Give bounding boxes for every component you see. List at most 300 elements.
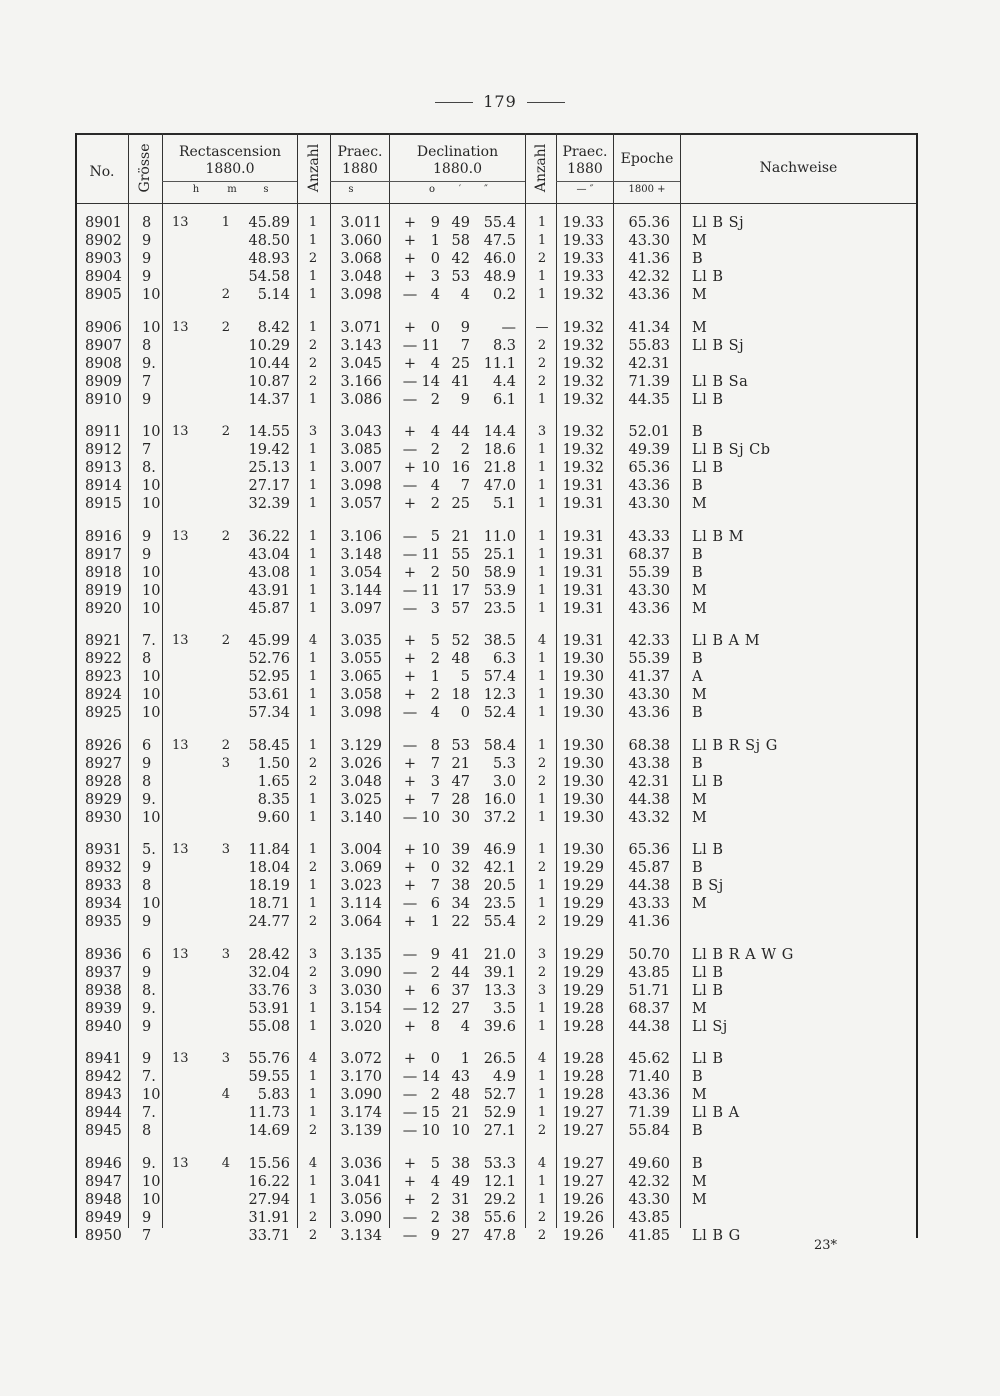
praec-dec-unit-rule (556, 181, 613, 182)
table-row (0, 1209, 1000, 1227)
dec-minutes: 17 (451, 582, 470, 599)
dec-minutes: 7 (460, 478, 470, 495)
references: B (692, 546, 704, 563)
dec-precession: 19.30 (562, 773, 604, 790)
table-row (0, 337, 1000, 355)
ra-minutes: 3 (221, 842, 230, 857)
references: B (692, 1069, 704, 1086)
header-dec-unit-deg: o (428, 184, 436, 195)
references: Ll B (692, 391, 724, 408)
dec-minutes: 38 (451, 1209, 470, 1226)
ra-seconds: 1.50 (257, 755, 290, 772)
ra-seconds: 18.19 (248, 878, 290, 895)
magnitude: 9. (142, 791, 156, 808)
dec-minutes: 32 (451, 860, 470, 877)
dec-minutes: 18 (451, 687, 470, 704)
dec-degrees: 3 (430, 773, 440, 790)
table-row (0, 809, 1000, 827)
ra-obs-count: 1 (308, 1191, 318, 1207)
dec-degrees: 15 (421, 1105, 440, 1122)
ra-obs-count: 3 (308, 982, 318, 998)
epoch: 43.36 (628, 478, 670, 495)
ra-minutes: 2 (221, 528, 230, 544)
magnitude: 8 (142, 651, 152, 668)
dec-precession: 19.31 (562, 546, 604, 563)
header-anzahl2: Anzahl (533, 143, 549, 193)
dec-minutes: 10 (451, 1123, 470, 1140)
star-number: 8922 (85, 651, 122, 668)
star-number: 8921 (85, 633, 122, 649)
header-ra-epoch: 1880.0 (205, 161, 255, 177)
dec-seconds: 23.5 (483, 896, 516, 913)
epoche-unit-rule (613, 181, 680, 182)
epoch: 41.36 (628, 251, 670, 268)
table-row (0, 391, 1000, 409)
ra-seconds: 14.37 (248, 391, 290, 408)
star-number: 8942 (85, 1069, 122, 1086)
references: Ll B Sj (692, 337, 745, 354)
magnitude: 7. (142, 1069, 156, 1086)
epoch: 43.33 (628, 528, 670, 545)
ra-obs-count: 4 (308, 633, 318, 648)
dec-obs-count: 1 (537, 460, 547, 476)
dec-minutes: 41 (451, 946, 470, 963)
ra-seconds: 25.13 (248, 460, 290, 477)
ra-minutes: 3 (221, 1051, 230, 1066)
table-row (0, 686, 1000, 704)
header-praec-ra-unit: s (348, 184, 354, 195)
dec-seconds: 27.1 (483, 1123, 516, 1140)
ra-seconds: 10.87 (248, 373, 290, 390)
dec-seconds: 6.1 (492, 391, 516, 408)
dec-seconds: 12.1 (483, 1173, 516, 1190)
epoch: 71.39 (628, 373, 670, 390)
ra-precession: 3.004 (340, 842, 382, 858)
ra-seconds: 54.58 (248, 269, 290, 286)
references: M (692, 1191, 708, 1208)
dec-minutes: 30 (451, 809, 470, 826)
dec-seconds: 52.4 (483, 705, 516, 722)
epoch: 43.36 (628, 1087, 670, 1104)
dec-precession: 19.31 (562, 633, 604, 649)
dec-degrees: 1 (430, 669, 440, 686)
magnitude: 10 (142, 687, 161, 704)
ra-precession: 3.166 (340, 373, 382, 390)
ra-seconds: 1.65 (257, 773, 290, 790)
dec-sign: + (403, 755, 417, 772)
dec-obs-count: 2 (537, 251, 547, 267)
dec-degrees: 14 (421, 373, 440, 390)
header-nachweise: Nachweise (759, 160, 838, 176)
epoch: 50.70 (628, 946, 670, 963)
header-dec-epoch: 1880.0 (433, 161, 482, 177)
ra-seconds: 43.91 (248, 582, 290, 599)
dec-minutes: 25 (451, 355, 470, 372)
star-number: 8908 (85, 355, 122, 372)
dec-minutes: 4 (460, 287, 470, 304)
ra-hours: 13 (172, 842, 189, 857)
ra-precession: 3.055 (340, 651, 382, 668)
epoch: 43.32 (628, 809, 670, 826)
dec-degrees: 9 (430, 1227, 440, 1244)
dec-obs-count: 1 (537, 269, 547, 285)
ra-obs-count: 1 (308, 564, 318, 580)
dec-precession: 19.31 (562, 582, 604, 599)
dec-obs-count: 1 (537, 496, 547, 512)
page-number (0, 92, 1000, 111)
references: Ll B R A W G (692, 946, 794, 963)
epoch: 55.39 (628, 651, 670, 668)
dec-obs-count: 1 (537, 842, 547, 857)
dec-degrees: 11 (421, 546, 440, 563)
ra-obs-count: 2 (308, 755, 318, 771)
dec-seconds: 38.5 (483, 633, 516, 649)
header-praec-dec-title: Praec. (562, 144, 608, 160)
epoch: 55.84 (628, 1123, 670, 1140)
references: M (692, 600, 708, 617)
dec-sign: + (403, 633, 417, 649)
dec-minutes: 28 (451, 791, 470, 808)
star-number: 8945 (85, 1123, 122, 1140)
table-row (0, 1050, 1000, 1068)
star-number: 8903 (85, 251, 122, 268)
dec-seconds: 37.2 (483, 809, 516, 826)
ra-precession: 3.143 (340, 337, 382, 354)
dec-sign: — (402, 442, 418, 459)
ra-minutes: 2 (221, 737, 230, 753)
ra-obs-count: 1 (308, 809, 318, 825)
ra-seconds: 14.69 (248, 1123, 290, 1140)
ra-seconds: 32.39 (248, 496, 290, 513)
dec-seconds: 47.5 (483, 233, 516, 250)
ra-obs-count: 2 (308, 373, 318, 389)
dec-precession: 19.26 (562, 1209, 604, 1226)
dec-minutes: 4 (460, 1018, 470, 1035)
star-number: 8918 (85, 564, 122, 581)
references: Ll Sj (692, 1018, 728, 1035)
dec-precession: 19.29 (562, 964, 604, 981)
dec-precession: 19.27 (562, 1173, 604, 1190)
table-row (0, 373, 1000, 391)
ra-seconds: 52.95 (248, 669, 290, 686)
table-row (0, 704, 1000, 722)
star-number: 8920 (85, 600, 122, 617)
dec-degrees: 5 (430, 1155, 440, 1172)
dec-degrees: 10 (421, 1123, 440, 1140)
ra-obs-count: 2 (308, 355, 318, 371)
table-row (0, 528, 1000, 546)
ra-precession: 3.026 (340, 755, 382, 772)
ra-precession: 3.048 (340, 773, 382, 790)
ra-obs-count: 1 (308, 1087, 318, 1103)
dec-sign: — (402, 1105, 418, 1122)
dec-sign: + (403, 496, 417, 513)
magnitude: 10 (142, 319, 161, 336)
ra-precession: 3.106 (340, 528, 382, 545)
dec-precession: 19.31 (562, 478, 604, 495)
references: B (692, 1123, 704, 1140)
table-row (0, 650, 1000, 668)
ra-precession: 3.135 (340, 946, 382, 963)
dec-minutes: 42 (451, 251, 470, 268)
ra-precession: 3.025 (340, 791, 382, 808)
star-number: 8933 (85, 878, 122, 895)
dec-precession: 19.33 (562, 233, 604, 250)
star-number: 8936 (85, 946, 122, 963)
star-number: 8902 (85, 233, 122, 250)
dec-precession: 19.28 (562, 1087, 604, 1104)
dec-precession: 19.30 (562, 651, 604, 668)
ra-precession: 3.057 (340, 496, 382, 513)
dec-minutes: 1 (460, 1051, 470, 1067)
references: Ll B Sj (692, 215, 745, 231)
dec-minutes: 58 (451, 233, 470, 250)
references: B (692, 478, 704, 495)
dec-minutes: 50 (451, 564, 470, 581)
references: B (692, 705, 704, 722)
epoch: 43.38 (628, 755, 670, 772)
dec-sign: + (403, 424, 417, 440)
magnitude: 10 (142, 496, 161, 513)
magnitude: 7 (142, 1227, 152, 1244)
ra-seconds: 53.61 (248, 687, 290, 704)
ra-precession: 3.134 (340, 1227, 382, 1244)
epoch: 42.31 (628, 773, 670, 790)
dec-sign: — (402, 600, 418, 617)
ra-obs-count: 2 (308, 1123, 318, 1139)
ra-obs-count: 1 (308, 215, 318, 230)
dec-degrees: 3 (430, 269, 440, 286)
ra-precession: 3.064 (340, 914, 382, 931)
dec-obs-count: 4 (537, 1051, 547, 1066)
dec-sign: — (402, 1069, 418, 1086)
dec-seconds: 12.3 (483, 687, 516, 704)
magnitude: 10 (142, 582, 161, 599)
dec-seconds: 0.2 (492, 287, 516, 304)
dec-minutes: 25 (451, 496, 470, 513)
ra-minutes: 3 (221, 755, 230, 771)
magnitude: 7. (142, 633, 156, 649)
dec-obs-count: 2 (537, 1209, 547, 1225)
ra-precession: 3.097 (340, 600, 382, 617)
ra-minutes: 1 (221, 215, 230, 230)
ra-obs-count: 4 (308, 1155, 318, 1171)
magnitude: 8 (142, 1123, 152, 1140)
magnitude: 7 (142, 442, 152, 459)
table-row (0, 546, 1000, 564)
ra-minutes: 4 (221, 1155, 230, 1171)
table-top-rule (75, 133, 918, 135)
dec-precession: 19.32 (562, 337, 604, 354)
dec-sign: — (402, 287, 418, 304)
epoch: 42.32 (628, 1173, 670, 1190)
dec-degrees: 8 (430, 1018, 440, 1035)
dec-seconds: 52.7 (483, 1087, 516, 1104)
dec-precession: 19.32 (562, 391, 604, 408)
epoch: 41.34 (628, 319, 670, 336)
epoch: 43.30 (628, 687, 670, 704)
epoch: 43.85 (628, 964, 670, 981)
dec-degrees: 2 (430, 564, 440, 581)
dec-obs-count: 1 (537, 391, 547, 407)
star-number: 8910 (85, 391, 122, 408)
dec-precession: 19.26 (562, 1227, 604, 1244)
page-number-dash-left (435, 102, 473, 103)
ra-precession: 3.139 (340, 1123, 382, 1140)
dec-minutes: 55 (451, 546, 470, 563)
ra-seconds: 36.22 (248, 528, 290, 545)
dec-degrees: 0 (430, 251, 440, 268)
dec-seconds: 6.3 (492, 651, 516, 668)
dec-sign: + (403, 215, 417, 231)
ra-seconds: 33.76 (248, 982, 290, 999)
magnitude: 8 (142, 878, 152, 895)
dec-seconds: 46.9 (483, 842, 516, 858)
dec-degrees: 7 (430, 878, 440, 895)
ra-minutes: 3 (221, 946, 230, 962)
dec-obs-count: — (535, 319, 549, 335)
table-row (0, 982, 1000, 1000)
dec-seconds: 18.6 (483, 442, 516, 459)
ra-seconds: 57.34 (248, 705, 290, 722)
table-row (0, 214, 1000, 232)
table-row (0, 1018, 1000, 1036)
dec-minutes: 44 (451, 964, 470, 981)
dec-precession: 19.32 (562, 373, 604, 390)
table-row (0, 1104, 1000, 1122)
magnitude: 7 (142, 373, 152, 390)
dec-obs-count: 4 (537, 1155, 547, 1171)
dec-precession: 19.33 (562, 269, 604, 286)
dec-precession: 19.26 (562, 1191, 604, 1208)
praec-ra-unit-rule (330, 181, 389, 182)
magnitude: 9. (142, 1155, 156, 1172)
magnitude: 6 (142, 946, 152, 963)
ra-obs-count: 1 (308, 842, 318, 857)
dec-minutes: 48 (451, 1087, 470, 1104)
dec-seconds: 46.0 (483, 251, 516, 268)
table-row (0, 582, 1000, 600)
dec-degrees: 10 (421, 460, 440, 477)
dec-seconds: 53.3 (483, 1155, 516, 1172)
dec-degrees: 5 (430, 633, 440, 649)
dec-sign: + (403, 1051, 417, 1067)
magnitude: 9 (142, 914, 152, 931)
magnitude: 9 (142, 1018, 152, 1035)
dec-degrees: 4 (430, 705, 440, 722)
header-anzahl: Anzahl (306, 143, 322, 193)
table-row (0, 319, 1000, 337)
dec-sign: + (403, 1191, 417, 1208)
references: Ll B (692, 982, 724, 999)
ra-precession: 3.090 (340, 1087, 382, 1104)
dec-minutes: 7 (460, 337, 470, 354)
ra-seconds: 55.08 (248, 1018, 290, 1035)
ra-seconds: 55.76 (248, 1051, 290, 1067)
star-number: 8915 (85, 496, 122, 513)
dec-minutes: 16 (451, 460, 470, 477)
references: B Sj (692, 878, 724, 895)
ra-seconds: 8.42 (257, 319, 290, 336)
references: B (692, 755, 704, 772)
magnitude: 10 (142, 705, 161, 722)
magnitude: 9 (142, 1209, 152, 1226)
references: M (692, 1087, 708, 1104)
ra-obs-count: 1 (308, 233, 318, 249)
dec-sign: + (403, 914, 417, 931)
ra-seconds: 27.94 (248, 1191, 290, 1208)
ra-precession: 3.054 (340, 564, 382, 581)
dec-minutes: 37 (451, 982, 470, 999)
dec-obs-count: 1 (537, 1191, 547, 1207)
ra-obs-count: 1 (308, 687, 318, 703)
dec-obs-count: 2 (537, 773, 547, 789)
dec-precession: 19.27 (562, 1105, 604, 1122)
table-row (0, 668, 1000, 686)
dec-minutes: 38 (451, 878, 470, 895)
dec-obs-count: 1 (537, 1173, 547, 1189)
dec-minutes: 57 (451, 600, 470, 617)
dec-precession: 19.30 (562, 809, 604, 826)
dec-obs-count: 1 (537, 705, 547, 721)
dec-precession: 19.27 (562, 1123, 604, 1140)
dec-minutes: 48 (451, 651, 470, 668)
ra-obs-count: 1 (308, 1069, 318, 1085)
magnitude: 9. (142, 355, 156, 372)
epoch: 55.83 (628, 337, 670, 354)
epoch: 71.39 (628, 1105, 670, 1122)
magnitude: 10 (142, 896, 161, 913)
references: M (692, 1173, 708, 1190)
ra-hours: 13 (172, 528, 189, 544)
dec-degrees: 7 (430, 755, 440, 772)
dec-obs-count: 2 (537, 337, 547, 353)
dec-precession: 19.30 (562, 669, 604, 686)
dec-unit-rule (389, 181, 525, 182)
dec-precession: 19.31 (562, 496, 604, 513)
ra-precession: 3.043 (340, 424, 382, 440)
dec-seconds: 13.3 (483, 982, 516, 999)
ra-seconds: 45.87 (248, 600, 290, 617)
dec-minutes: 49 (451, 215, 470, 231)
epoch: 43.30 (628, 496, 670, 513)
ra-seconds: 24.77 (248, 914, 290, 931)
references: B (692, 651, 704, 668)
table-row (0, 495, 1000, 513)
ra-seconds: 28.42 (248, 946, 290, 963)
ra-seconds: 5.14 (257, 287, 290, 304)
ra-precession: 3.030 (340, 982, 382, 999)
dec-minutes: 53 (451, 737, 470, 754)
dec-obs-count: 1 (537, 896, 547, 912)
epoch: 51.71 (628, 982, 670, 999)
ra-obs-count: 1 (308, 442, 318, 458)
dec-seconds: 21.0 (483, 946, 516, 963)
dec-seconds: 23.5 (483, 600, 516, 617)
dec-obs-count: 2 (537, 373, 547, 389)
epoch: 45.87 (628, 860, 670, 877)
dec-degrees: 8 (430, 737, 440, 754)
ra-hours: 13 (172, 946, 189, 962)
dec-degrees: 10 (421, 809, 440, 826)
magnitude: 10 (142, 478, 161, 495)
ra-obs-count: 2 (308, 964, 318, 980)
ra-precession: 3.148 (340, 546, 382, 563)
dec-sign: + (403, 1155, 417, 1172)
magnitude: 10 (142, 424, 161, 440)
epoch: 68.37 (628, 1000, 670, 1017)
epoch: 65.36 (628, 460, 670, 477)
